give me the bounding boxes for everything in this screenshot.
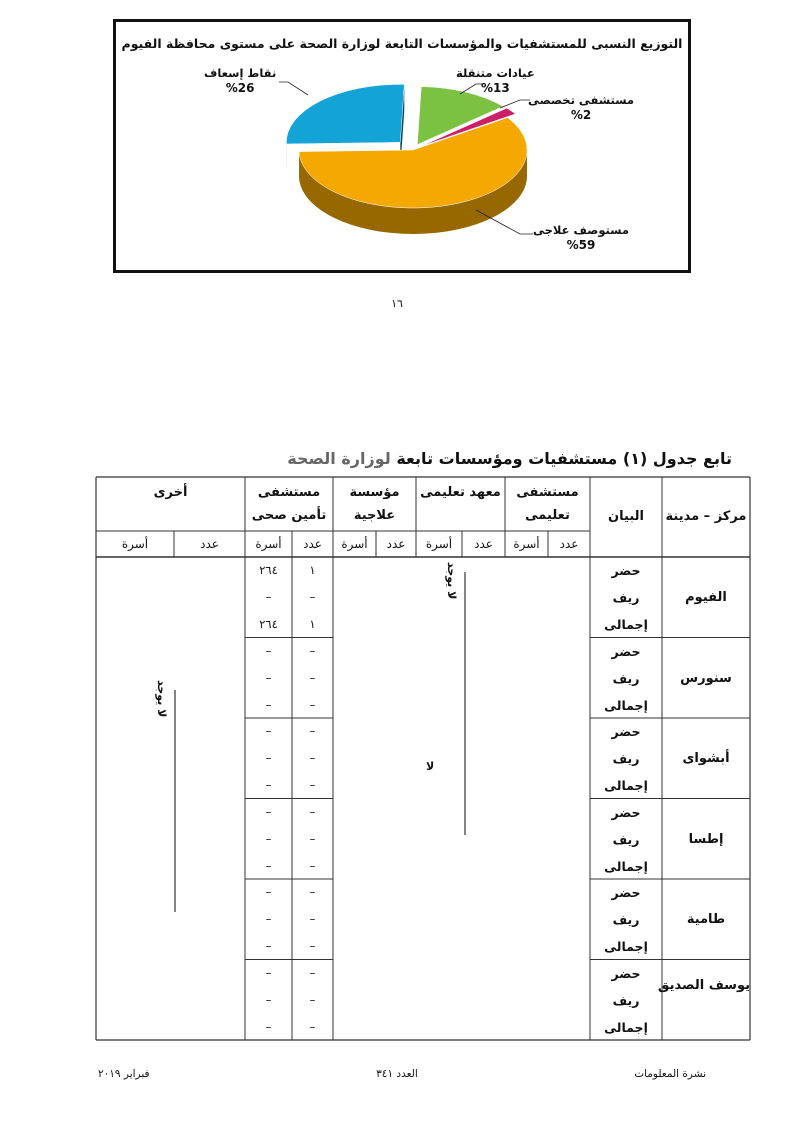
city-name: طامية [686,912,726,927]
city-name: يوسف الصديق [657,977,750,993]
merged-note-institute: لا يوجد [445,562,458,600]
subheader-count: عدد [386,537,406,551]
subheader-count: عدد [200,537,219,551]
insurance-count: – [309,804,316,819]
pie-label-mobile-pct: %13 [481,81,510,95]
header-insurance-hospital: مستشفى [257,485,321,500]
insurance-count: – [309,643,316,658]
header-teaching-hospital: مستشفى [516,485,579,500]
header-insurance-hospital-2: تأمين صحى [251,508,327,523]
insurance-beds: – [265,1019,272,1034]
insurance-beds: – [265,831,272,846]
insurance-count: – [309,724,316,738]
insurance-count: ١ [309,617,316,631]
pie-label-specialized-name: مستشفى تخصصى [528,93,635,107]
insurance-beds: – [265,939,272,953]
subheader-count: عدد [303,537,322,551]
row-label: ريف [612,992,640,1008]
insurance-count: – [309,992,316,1007]
footer-issue: العدد ٣٤١ [376,1068,418,1080]
pie-label-mobile-name: عيادات متنقلة [456,66,535,80]
row-label: ريف [612,590,640,605]
insurance-beds: – [265,804,272,819]
row-label: إجمالى [604,697,648,713]
row-label: ريف [612,831,640,847]
pie-label-specialized-pct: %2 [570,108,592,122]
insurance-beds: – [265,751,272,765]
insurance-beds: – [265,697,272,712]
insurance-beds: ٢٦٤ [259,563,278,577]
insurance-count: – [309,697,316,712]
chart-title: التوزيع النسبى للمستشفيات والمؤسسات التابعة لوزارة الصحة على مستوى محافظة الفيوم [121,36,683,51]
city-name: إطسا [688,831,724,847]
row-label: حضر [611,885,641,900]
insurance-beds: ٢٦٤ [259,617,278,631]
insurance-count: – [309,670,316,685]
insurance-count: – [309,885,316,899]
insurance-beds: – [265,590,272,604]
row-label: حضر [611,643,641,659]
city-name: سنورس [680,670,732,686]
insurance-count: – [309,778,316,792]
pie-label-dispensary-name: مستوصف علاجى [533,223,630,237]
city-name: الفيوم [685,590,727,605]
header-center-city: مركز – مدينة [665,509,747,524]
row-label: حضر [611,563,641,578]
row-label: إجمالى [604,1019,648,1035]
merged-note-center: لا [426,760,435,773]
insurance-count: – [309,912,316,926]
subheader-beds: أسرة [121,537,149,551]
pie-label-dispensary-pct: %59 [566,238,596,252]
subheader-count: عدد [559,537,579,551]
table-title-main: تابع جدول (١) مستشفيات ومؤسسات تابعة [396,449,732,468]
header-other: أخرى [153,485,188,500]
header-teaching-hospital-2: تعليمى [525,508,570,523]
insurance-count: – [309,1019,316,1034]
insurance-beds: – [265,643,272,658]
subheader-count: عدد [474,537,493,551]
insurance-count: – [309,831,316,846]
pie-label-emergency-pct: %26 [225,81,255,95]
insurance-count: – [309,939,316,953]
insurance-beds: – [265,670,272,685]
row-label: ريف [612,751,640,766]
row-label: ريف [612,912,640,927]
insurance-count: – [309,858,316,873]
insurance-beds: – [265,858,272,873]
insurance-beds: – [265,778,272,792]
row-label: ريف [612,670,640,686]
row-label: حضر [611,804,641,820]
row-label: حضر [611,965,641,981]
merged-note-other: لا يوجد [155,680,168,718]
row-label: إجمالى [604,858,648,874]
header-therapeutic-institution: مؤسسة [349,485,400,500]
insurance-count: – [309,590,316,604]
table-title-tail: لوزارة الصحة [287,449,391,468]
header-teaching-institute: معهد تعليمى [420,485,501,500]
insurance-count: – [309,751,316,765]
insurance-beds: – [265,965,272,980]
header-statement: البيان [608,509,644,524]
subheader-beds: أسرة [513,537,540,551]
insurance-beds: – [265,885,272,899]
insurance-count: – [309,965,316,980]
footer-bulletin: نشرة المعلومات [634,1068,706,1080]
footer-date: فبراير ٢٠١٩ [98,1068,150,1080]
row-label: حضر [611,724,641,739]
subheader-beds: أسرة [425,537,453,551]
insurance-beds: – [265,724,272,738]
header-therapeutic-institution-2: علاجية [353,508,396,523]
page-number: ١٦ [391,297,403,310]
subheader-beds: أسرة [341,537,368,551]
row-label: إجمالى [604,778,648,793]
insurance-beds: – [265,992,272,1007]
row-label: إجمالى [604,617,648,632]
row-label: إجمالى [604,939,648,954]
pie-label-emergency-name: نقاط إسعاف [204,66,277,80]
insurance-beds: – [265,912,272,926]
insurance-count: ١ [309,563,316,577]
city-name: أبشواى [682,751,730,766]
subheader-beds: أسرة [255,537,282,551]
